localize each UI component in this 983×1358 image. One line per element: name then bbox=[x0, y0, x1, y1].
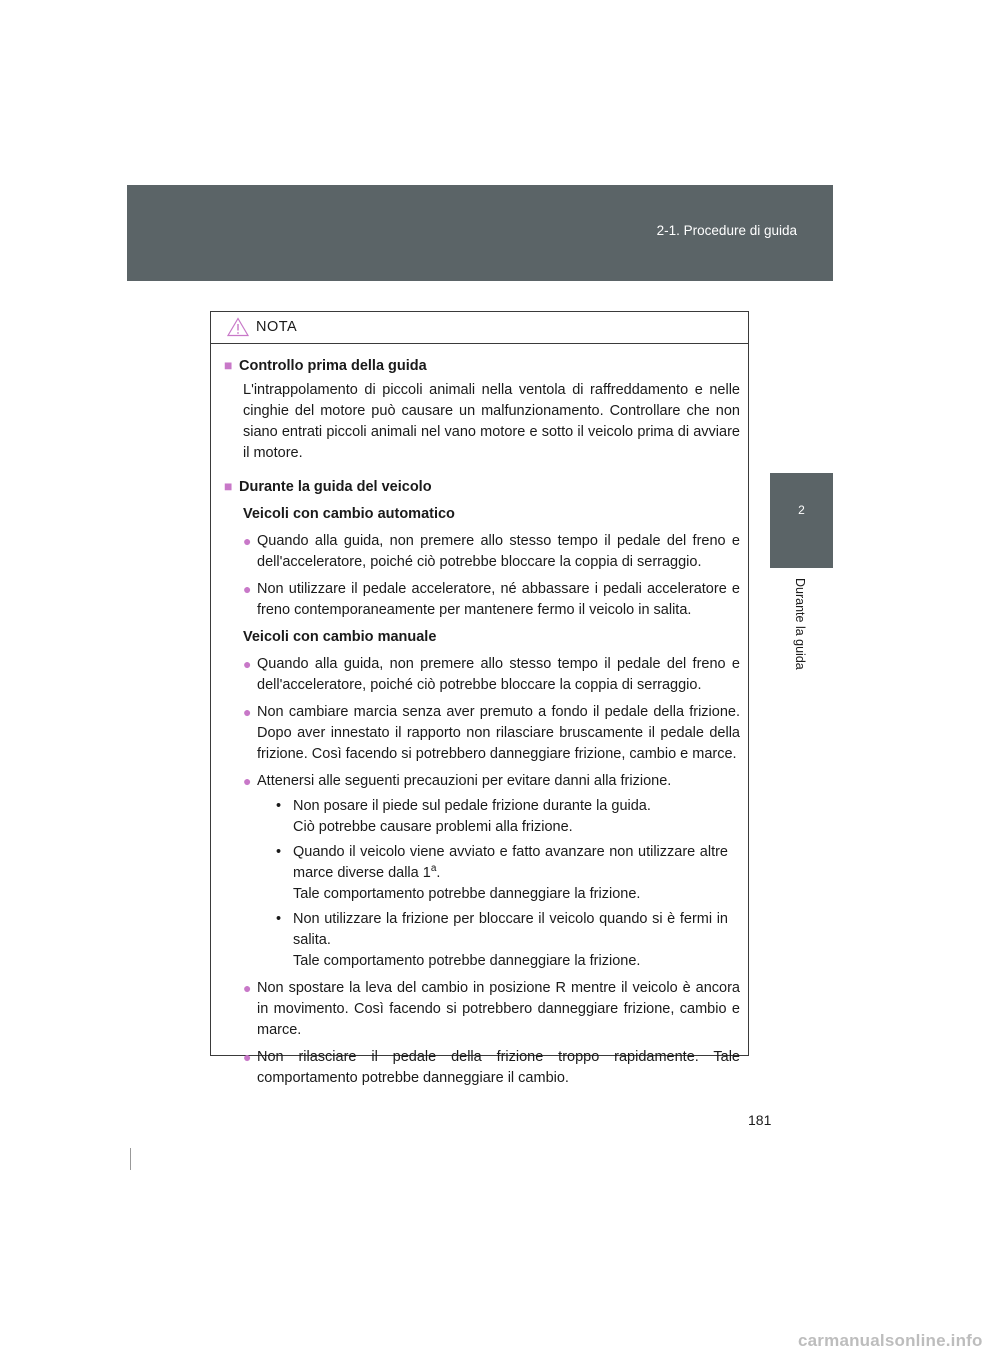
circle-bullet-icon: ● bbox=[243, 704, 252, 720]
circle-bullet-icon: ● bbox=[243, 581, 252, 597]
circle-bullet-icon: ● bbox=[243, 980, 252, 996]
list-item: ● Non spostare la leva del cambio in posizione R mentre il veicolo è ancora in movimento. Così facendo si potrebbero danneggiare frizione, cambio e marce. bbox=[243, 978, 740, 1041]
chapter-tab bbox=[770, 473, 833, 568]
small-bullet-icon: • bbox=[276, 798, 282, 814]
section-title: 2-1. Procedure di guida bbox=[656, 223, 797, 238]
square-bullet-icon: ■ bbox=[224, 478, 233, 494]
note-box bbox=[210, 311, 749, 1086]
chapter-number: 2 bbox=[798, 503, 805, 517]
chapter-title: Durante la guida bbox=[793, 578, 807, 670]
topic-heading: ■ Durante la guida del veicolo bbox=[224, 478, 432, 495]
list-item: ● Quando alla guida, non premere allo stesso tempo il pedale del freno e dell'acceleratore, poiché ciò potrebbe bloccare la coppia di serraggio. bbox=[243, 531, 740, 573]
page-number: 181 bbox=[748, 1112, 772, 1128]
sub-list-item: • Non utilizzare la frizione per bloccare il veicolo quando si è fermi in salita. Tale comportamento potrebbe danneggiare la frizione. bbox=[276, 909, 740, 972]
warning-triangle-icon bbox=[227, 317, 249, 337]
margin-rule bbox=[130, 1148, 131, 1170]
note-body bbox=[211, 344, 748, 1089]
list-item: ● Quando alla guida, non premere allo stesso tempo il pedale del freno e dell'acceleratore, poiché ciò potrebbe bloccare la coppia di serraggio. bbox=[243, 654, 740, 696]
circle-bullet-icon: ● bbox=[243, 773, 252, 789]
topic-heading: ■ Controllo prima della guida bbox=[224, 357, 427, 374]
list-item: ● Attenersi alle seguenti precauzioni per evitare danni alla frizione. bbox=[243, 771, 740, 792]
header-band bbox=[127, 185, 833, 281]
small-bullet-icon: • bbox=[276, 844, 282, 860]
note-title: NOTA bbox=[256, 319, 298, 335]
small-bullet-icon: • bbox=[276, 911, 282, 927]
square-bullet-icon: ■ bbox=[224, 357, 233, 373]
circle-bullet-icon: ● bbox=[243, 533, 252, 549]
list-item: ● Non utilizzare il pedale acceleratore, né abbassare i pedali acceleratore e freno contemporaneamente per mantenere fermo il veicolo in salita. bbox=[243, 579, 740, 621]
watermark: carmanualsonline.info bbox=[798, 1331, 983, 1350]
sub-list-item: • Quando il veicolo viene avviato e fatto avanzare non utilizzare altre marce diverse dalla 1$^a$. Tale comportamento potrebbe danneggiare la frizione. bbox=[276, 842, 740, 905]
subheading: Veicoli con cambio automatico bbox=[243, 506, 455, 522]
list-item: ● Non cambiare marcia senza aver premuto a fondo il pedale della frizione. Dopo aver innestato il rapporto non rilasciare bruscamente il pedale della frizione. Così facendo si potrebbero danneggiare frizione, cambio e marce. bbox=[243, 702, 740, 765]
topic-paragraph: L'intrappolamento di piccoli animali nella ventola di raffreddamento e nelle cinghie del motore può causare un malfunzionamento. Controllare che non siano entrati piccoli animali nel vano motore e sotto il veicolo prima di avviare il motore. bbox=[243, 382, 740, 461]
sub-list-item: • Non posare il piede sul pedale frizione durante la guida. Ciò potrebbe causare problemi alla frizione. bbox=[276, 796, 740, 838]
list-item: ● Non rilasciare il pedale della frizione troppo rapidamente. Tale comportamento potrebbe danneggiare il cambio. bbox=[243, 1047, 740, 1089]
circle-bullet-icon: ● bbox=[243, 1049, 252, 1065]
note-header bbox=[211, 312, 748, 344]
subheading: Veicoli con cambio manuale bbox=[243, 629, 437, 645]
circle-bullet-icon: ● bbox=[243, 656, 252, 672]
